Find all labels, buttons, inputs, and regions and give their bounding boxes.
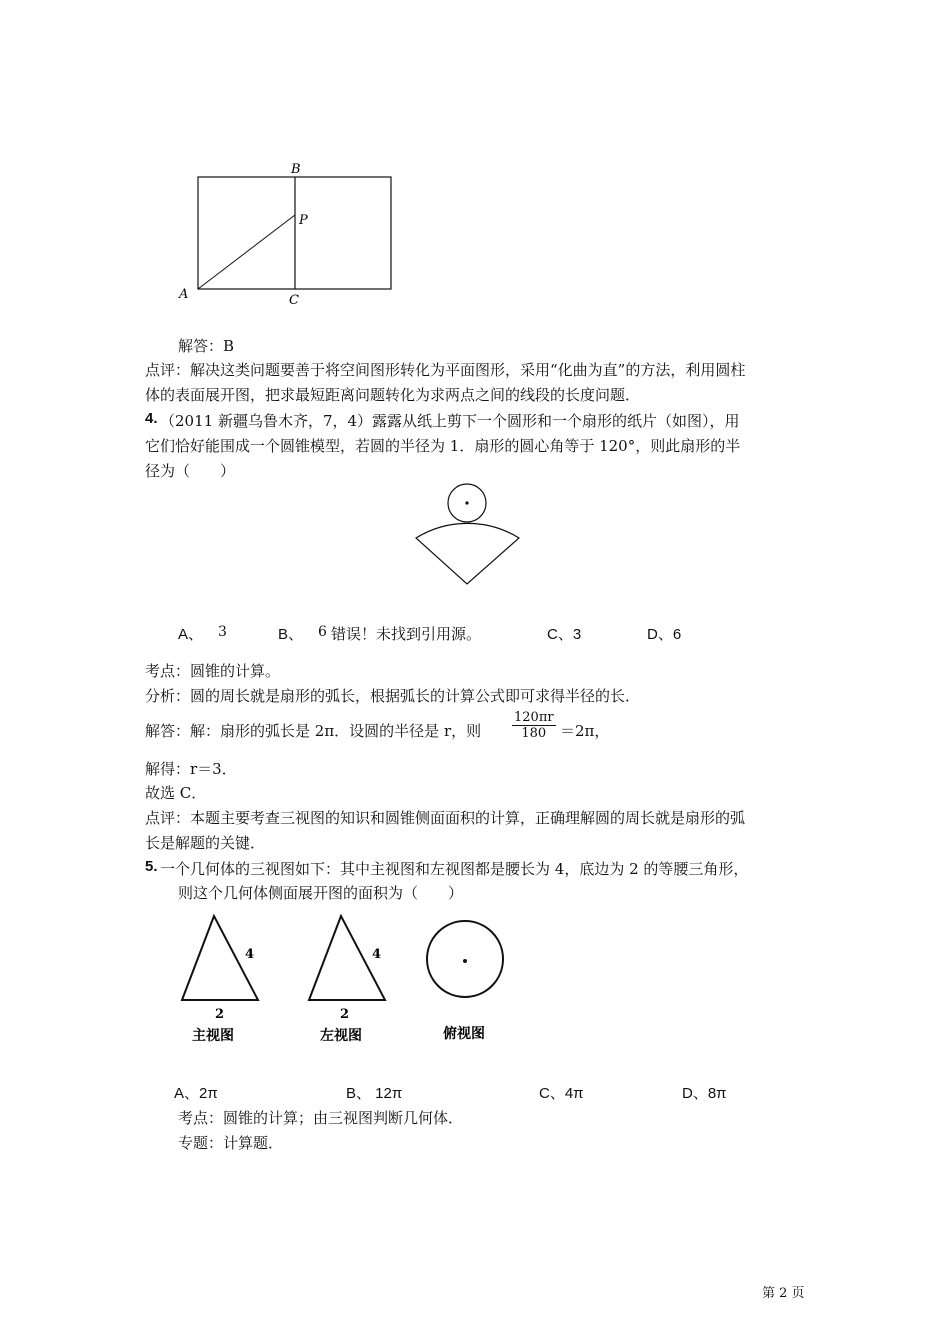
q3-answer: 解答：B [178, 337, 235, 355]
q4-stem-line3: 径为（ ） [145, 462, 236, 480]
q4-dianping-line2: 长是解题的关键． [145, 834, 266, 852]
page-number: 第 2 页 [762, 1286, 805, 1301]
view1-side-label: 4 [245, 947, 255, 962]
q4-guxuan: 故选 C． [145, 784, 207, 802]
q4-option-d: D、6 [647, 626, 682, 643]
q5-option-c: C、4π [539, 1085, 584, 1102]
view2-caption: 左视图 [320, 1028, 362, 1044]
label-b: B [291, 162, 301, 177]
q3-comment-line1: 点评：解决这类问题要善于将空间图形转化为平面图形，采用“化曲为直”的方法，利用圆柱 [145, 361, 746, 379]
view2-side-label: 4 [372, 947, 382, 962]
figure-circle-sector [410, 476, 530, 588]
q4-stem-line1: （2011 新疆乌鲁木齐，7，4）露露从纸上剪下一个圆形和一个扇形的纸片（如图），用 [160, 412, 740, 430]
q4-option-a-value: 3 [218, 624, 227, 640]
q4-dianping-line1: 点评：本题主要考查三视图的知识和圆锥侧面面积的计算，正确理解圆的周长就是扇形的弧 [145, 809, 746, 827]
view3-caption: 俯视图 [443, 1026, 485, 1042]
q5-option-b: B、 12π [346, 1085, 403, 1102]
q4-kaodian: 考点：圆锥的计算。 [145, 662, 281, 680]
q5-stem-line1: 一个几何体的三视图如下：其中主视图和左视图都是腰长为 4，底边为 2 的等腰三角形， [160, 860, 749, 878]
q5-zhuanti: 专题：计算题． [178, 1134, 284, 1152]
q4-jiede: 解得：r＝3． [145, 760, 237, 778]
q4-option-c: C、3 [547, 626, 582, 643]
view1-caption: 主视图 [192, 1028, 234, 1044]
q4-fenxi: 分析：圆的周长就是扇形的弧长，根据弧长的计算公式即可求得半径的长． [145, 687, 641, 705]
q5-number: 5. [145, 858, 158, 875]
q4-fraction [512, 710, 556, 741]
view2-base-label: 2 [340, 1007, 350, 1022]
figure-rectangle-abcp [170, 158, 410, 310]
figure-three-views [170, 908, 530, 1053]
q5-option-d: D、8π [682, 1085, 727, 1102]
q4-option-b-label: B、 [278, 626, 304, 643]
q4-option-a-label: A、 [178, 626, 204, 643]
label-c: C [289, 293, 299, 308]
q4-option-b-value: 6 [318, 624, 327, 640]
fraction-denominator: 180 [521, 726, 547, 741]
view1-base-label: 2 [215, 1007, 225, 1022]
q4-jieda-suffix: ＝2π， [560, 722, 610, 740]
label-a: A [179, 287, 189, 302]
q4-option-b-error: 错误！未找到引用源。 [331, 625, 482, 643]
label-p: P [299, 213, 308, 228]
q4-stem-line2: 它们恰好能围成一个圆锥模型，若圆的半径为 1．扇形的圆心角等于 120°，则此扇形的半 [145, 437, 741, 455]
q4-jieda-prefix: 解答：解：扇形的弧长是 2π．设圆的半径是 r，则 [145, 722, 482, 740]
q5-kaodian: 考点：圆锥的计算；由三视图判断几何体． [178, 1109, 464, 1127]
fraction-numerator: 120πr [514, 710, 554, 725]
q4-number: 4. [145, 410, 158, 427]
q3-comment-line2: 体的表面展开图，把求最短距离问题转化为求两点之间的线段的长度问题． [145, 386, 641, 404]
q5-stem-line2: 则这个几何体侧面展开图的面积为（ ） [178, 884, 464, 902]
q5-option-a: A、2π [174, 1085, 218, 1102]
